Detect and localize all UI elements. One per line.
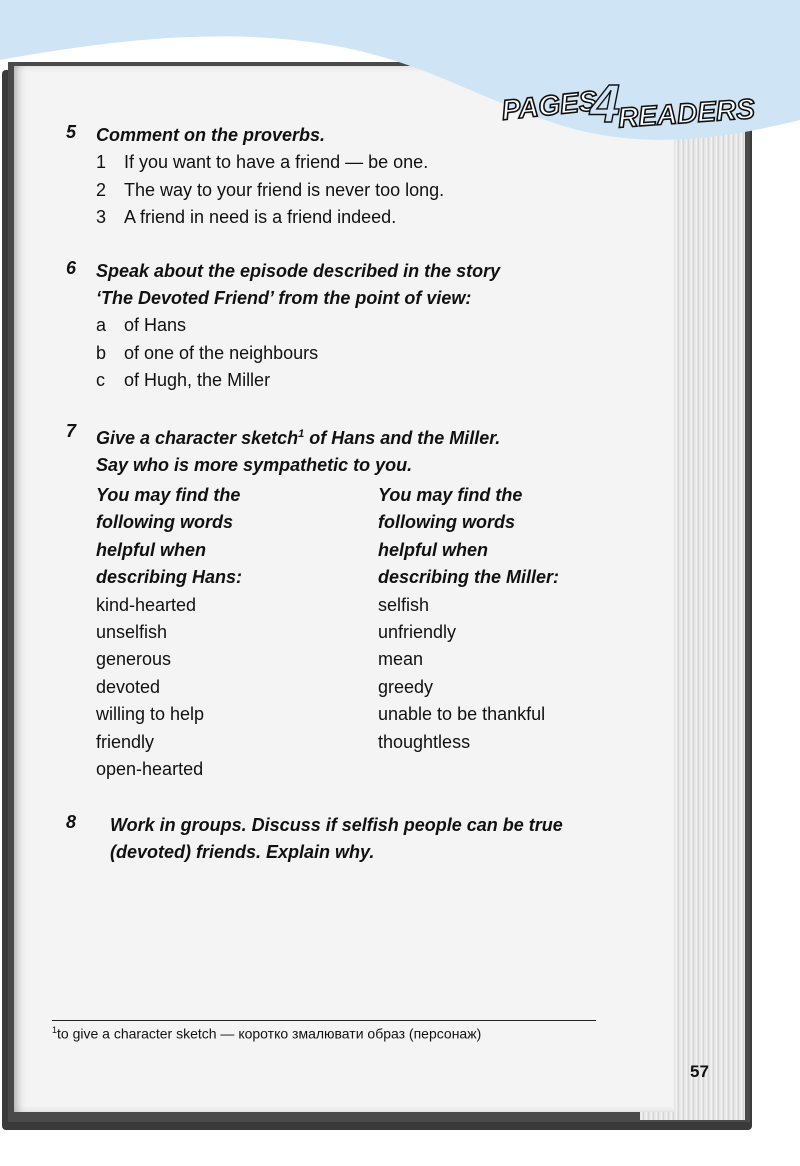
svg-text:READERS: READERS: [617, 92, 756, 134]
task-number: 7: [66, 421, 77, 441]
column-heading: You may find the following words helpful when describing Hans:: [96, 485, 243, 588]
svg-text:4: 4: [590, 74, 621, 134]
word-item: friendly: [96, 731, 155, 752]
word-item: unselfish: [96, 622, 168, 643]
task-number: 8: [66, 812, 77, 832]
footnote-mark: 1: [298, 428, 305, 440]
page-number: 57: [690, 1062, 709, 1081]
word-item: selfish: [378, 594, 430, 615]
word-item: kind-hearted: [96, 594, 197, 615]
column-heading: You may find the following words helpful when describing the Miller:: [378, 485, 560, 588]
task-title: Work in groups. Discuss if selfish people can be true (devoted) friends. Explain why.: [110, 815, 563, 862]
word-item: mean: [378, 649, 424, 670]
word-item: thoughtless: [378, 731, 471, 752]
word-item: unable to be thankful: [378, 704, 546, 725]
footnote-divider: [52, 1020, 596, 1021]
word-item: open-hearted: [96, 759, 204, 780]
exercise-content: 5 Comment on the proverbs. 1 If you want to have a friend — be one. 2 The way to your friend is never too long. 3 A friend in need is a friend indeed. 6 Speak about the episode described in the story ‘The Devoted Friend’ from the point of view: a of Hans b of one of the neighbours c of Hugh, the Miller 7 Give a character sketch$^1$ of Hans and the Miller. Say who is more sympathetic to you. You may find the following words helpful when describing Hans: kind-hearted unselfish generous devoted willing to help friendly open-hearted You may find the following words helpful when describing the Miller: selfish unfriendly mean greedy unable to be thankful thoughtless 8 Work in groups. Discuss if selfish people can be true (devoted) friends. Explain why. $^1$to give a character sketch — коротко змалювати образ (персонаж) 57: [52, 122, 709, 1081]
task-title: Give a character sketch$^1$ of Hans and the Miller. Say who is more sympathetic to you.: [96, 428, 501, 475]
footnote: $^1$to give a character sketch — коротко змалювати образ (персонаж): [52, 1025, 482, 1042]
word-item: willing to help: [96, 704, 205, 725]
task-number: 6: [66, 258, 77, 278]
svg-text:PAGES: PAGES: [500, 84, 599, 126]
word-item: unfriendly: [378, 622, 457, 643]
word-item: generous: [96, 649, 172, 670]
word-item: devoted: [96, 676, 161, 697]
miller-word-column: [378, 482, 628, 756]
word-item: greedy: [378, 676, 434, 697]
task-title: Speak about the episode described in the story ‘The Devoted Friend’ from the point of view:: [96, 261, 501, 308]
task-number: 5: [66, 122, 77, 142]
task-title: Comment on the proverbs.: [96, 125, 326, 145]
hans-word-column: [96, 482, 346, 783]
